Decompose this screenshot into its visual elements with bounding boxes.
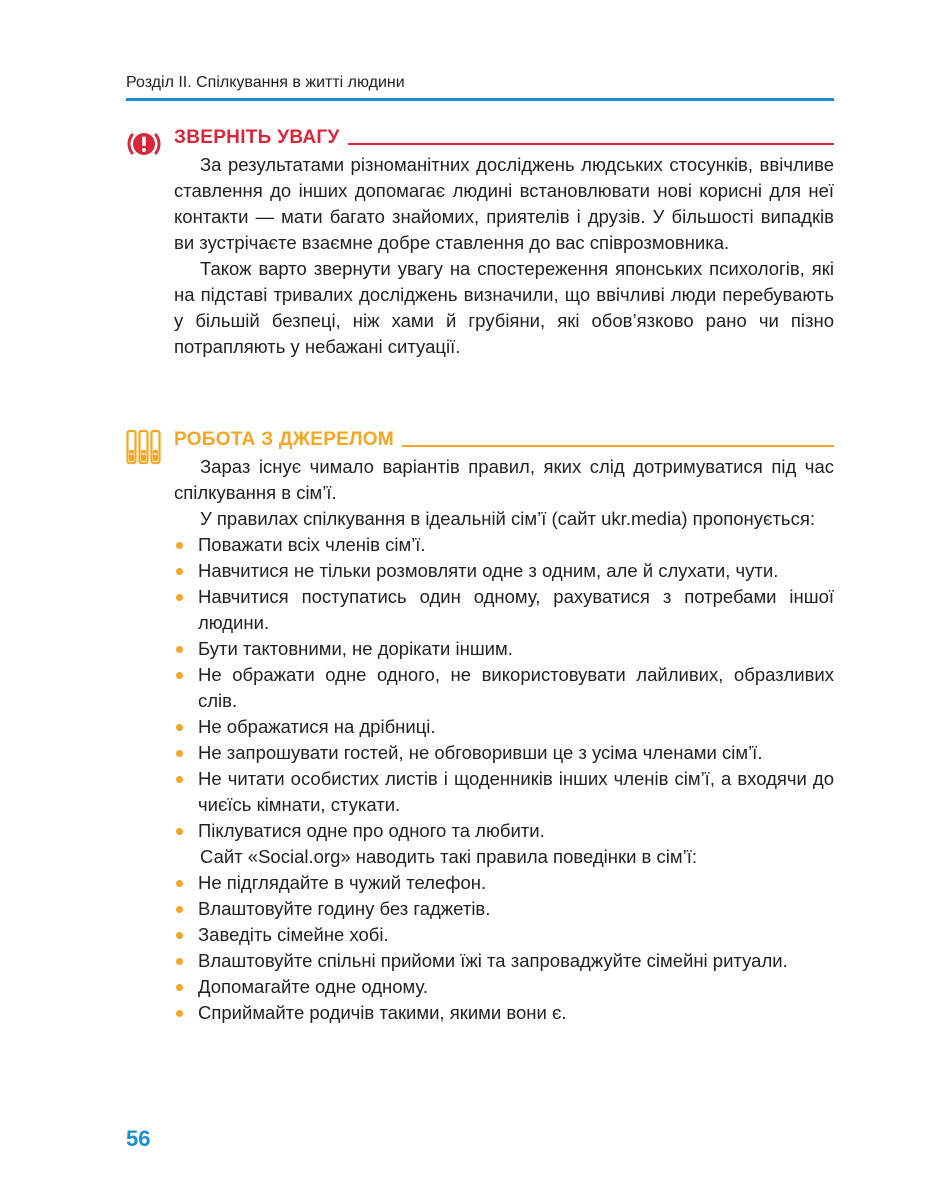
- running-header-title: Розділ ІІ. Спілкування в житті людини: [126, 74, 405, 91]
- list-item: Поважати всіх членів сім’ї.: [174, 532, 834, 558]
- list-item: Піклуватися одне про одного та любити.: [174, 818, 834, 844]
- attention-section: [126, 124, 834, 360]
- list-item: Бути тактовними, не дорікати іншим.: [174, 636, 834, 662]
- page-header: [126, 72, 834, 101]
- list-item: Не ображатися на дрібниці.: [174, 714, 834, 740]
- header-rule: [126, 98, 834, 101]
- bullet-dot-icon: [176, 750, 183, 757]
- attention-body: [174, 152, 834, 360]
- bullet-dot-icon: [176, 984, 183, 991]
- list-item: Заведіть сімейне хобі.: [174, 922, 834, 948]
- bullet-dot-icon: [176, 646, 183, 653]
- attention-paragraph: За результатами різноманітних досліджень людських стосунків, ввічливе ставлення до інших допомагає людині встановлювати нові корисні для неї контакти — мати багато знайомих, приятелів і друзів. У більшості випадків ви зустрічаєте взаємне добре ставлення до вас співрозмовника.: [174, 154, 834, 253]
- source-middle-paragraph: Сайт «Social.org» наводить такі правила поведінки в сім’ї:: [200, 846, 697, 867]
- source-section: [126, 426, 834, 1026]
- source-intro-paragraph: У правилах спілкування в ідеальній сім’ї (сайт ukr.media) пропонується:: [200, 508, 815, 529]
- source-heading-rule: [402, 445, 834, 447]
- rules-list-ukr-media: [174, 532, 834, 844]
- attention-heading-rule: [348, 143, 834, 145]
- list-item: Влаштовуйте годину без гаджетів.: [174, 896, 834, 922]
- source-heading-title: РОБОТА З ДЖЕРЕЛОМ: [174, 429, 394, 450]
- bullet-dot-icon: [176, 906, 183, 913]
- bullet-dot-icon: [176, 776, 183, 783]
- list-item: Сприймайте родичів такими, якими вони є.: [174, 1000, 834, 1026]
- bullet-dot-icon: [176, 724, 183, 731]
- page-number: 56: [126, 1126, 151, 1151]
- bullet-dot-icon: [176, 958, 183, 965]
- bullet-dot-icon: [176, 880, 183, 887]
- bullet-dot-icon: [176, 542, 183, 549]
- source-intro-paragraph: Зараз існує чимало варіантів правил, яких слід дотримуватися під час спілкування в сім’ї.: [174, 456, 834, 503]
- attention-heading-title: ЗВЕРНІТЬ УВАГУ: [174, 127, 340, 148]
- source-body: [174, 454, 834, 1026]
- bullet-dot-icon: [176, 828, 183, 835]
- list-item: Не ображати одне одного, не використовувати лайливих, образливих слів.: [174, 662, 834, 714]
- list-item: Навчитися не тільки розмовляти одне з одним, але й слухати, чути.: [174, 558, 834, 584]
- source-heading: [174, 426, 834, 454]
- bullet-dot-icon: [176, 568, 183, 575]
- list-item: Навчитися поступатись один одному, рахуватися з потребами іншої людини.: [174, 584, 834, 636]
- bullet-dot-icon: [176, 1010, 183, 1017]
- bullet-dot-icon: [176, 672, 183, 679]
- rules-list-social-org: [174, 870, 834, 1026]
- document-stack-icon: [126, 428, 162, 473]
- exclamation-circle-icon: [126, 126, 162, 167]
- list-item: Влаштовуйте спільні прийоми їжі та запроваджуйте сімейні ритуали.: [174, 948, 834, 974]
- bullet-dot-icon: [176, 594, 183, 601]
- list-item: Не читати особистих листів і щоденників інших членів сім’ї, а входячи до чиєїсь кімнати, стукати.: [174, 766, 834, 818]
- attention-paragraph: Також варто звернути увагу на спостереження японських психологів, які на підставі тривалих досліджень визначили, що ввічливі люди перебувають у більшій безпеці, ніж хами й грубіяни, які обов’язково рано чи пізно потрапляють у небажані ситуації.: [174, 258, 834, 357]
- bullet-dot-icon: [176, 932, 183, 939]
- list-item: Допомагайте одне одному.: [174, 974, 834, 1000]
- attention-heading: [174, 124, 834, 152]
- list-item: Не підглядайте в чужий телефон.: [174, 870, 834, 896]
- list-item: Не запрошувати гостей, не обговоривши це з усіма членами сім’ї.: [174, 740, 834, 766]
